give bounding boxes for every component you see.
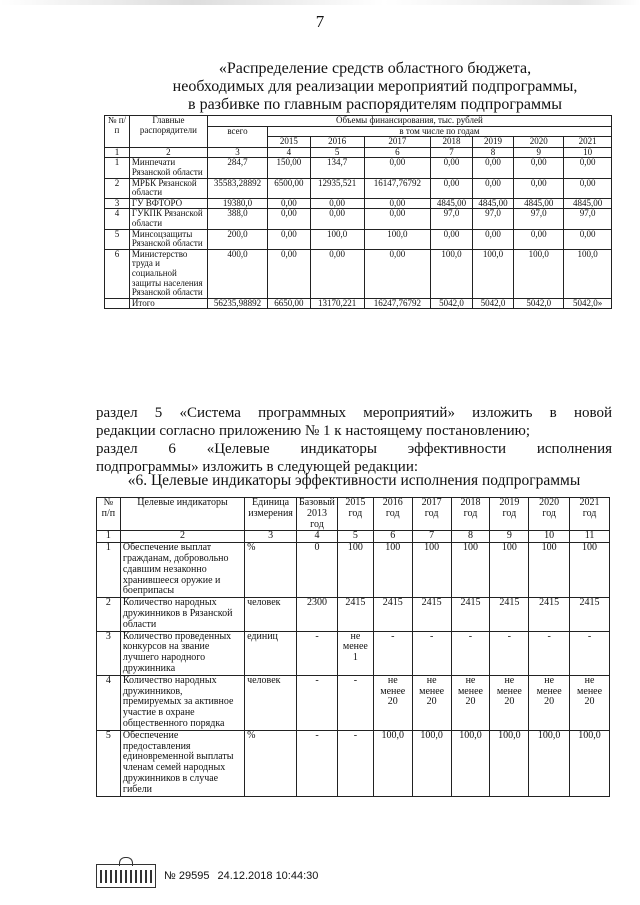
row-number: 6 bbox=[105, 249, 130, 298]
row-number: 4 bbox=[97, 675, 121, 730]
year-total-value: 5042,0 bbox=[431, 298, 473, 309]
year-total-value: 5042,0 bbox=[514, 298, 564, 309]
year-value: 100 bbox=[337, 543, 373, 598]
col-number: 2 bbox=[129, 147, 207, 158]
header-indicators: Целевые индикаторы bbox=[120, 498, 244, 531]
table-row bbox=[97, 675, 610, 730]
col-number: 1 bbox=[105, 147, 130, 158]
year-value: - bbox=[490, 631, 529, 675]
year-value: 100 bbox=[412, 543, 451, 598]
year-value: 100,0 bbox=[490, 730, 529, 796]
year-value: 100,0 bbox=[514, 249, 564, 298]
header-unit: Единица измерения bbox=[245, 498, 297, 531]
year-value: 0,00 bbox=[514, 229, 564, 249]
footer-datetime: 24.12.2018 10:44:30 bbox=[217, 870, 319, 882]
budget-distribution-table bbox=[104, 115, 612, 309]
year-value: 0,00 bbox=[364, 249, 430, 298]
column-number-row bbox=[97, 531, 610, 543]
year-value: 0,00 bbox=[268, 229, 311, 249]
manager-name: ГУ ВФТОРО bbox=[129, 198, 207, 209]
total-value: 400,0 bbox=[207, 249, 267, 298]
year-value: 0,00 bbox=[268, 209, 311, 229]
total-value: 56235,98892 bbox=[207, 298, 267, 309]
year-value: 0,00 bbox=[310, 198, 364, 209]
year-value: 100,0 bbox=[472, 249, 514, 298]
col-number: 7 bbox=[431, 147, 473, 158]
year-value: 2415 bbox=[451, 598, 490, 631]
table-row bbox=[97, 631, 610, 675]
table-row bbox=[97, 598, 610, 631]
base-value: 2300 bbox=[297, 598, 338, 631]
year-value: 0,00 bbox=[268, 198, 311, 209]
year-value: 0,00 bbox=[431, 158, 473, 178]
header-year: 2016 год bbox=[373, 498, 412, 531]
year-value: 0,00 bbox=[431, 178, 473, 198]
row-number: 2 bbox=[97, 598, 121, 631]
year-value: 6500,00 bbox=[268, 178, 311, 198]
header-year: 2018 год bbox=[451, 498, 490, 531]
year-value: 0,00 bbox=[472, 158, 514, 178]
header-year: 2015 год bbox=[337, 498, 373, 531]
table-row bbox=[105, 158, 612, 178]
year-value: 2415 bbox=[570, 598, 610, 631]
year-value: 150,00 bbox=[268, 158, 311, 178]
header-base: Базовый 2013 год bbox=[297, 498, 338, 531]
unit-value: человек bbox=[245, 675, 297, 730]
year-value: 100 bbox=[373, 543, 412, 598]
title-line-1: «Распределение средств областного бюджета, bbox=[218, 60, 532, 77]
year-value: 0,00 bbox=[364, 198, 430, 209]
col-number: 8 bbox=[472, 147, 514, 158]
year-value: 100,0 bbox=[412, 730, 451, 796]
year-value: 97,0 bbox=[431, 209, 473, 229]
col-number: 10 bbox=[564, 147, 612, 158]
header-year: 2021 bbox=[564, 137, 612, 148]
indicator-name: Количество проведенных конкурсов на звание лучшего народного дружинника bbox=[120, 631, 244, 675]
year-value: 0,00 bbox=[310, 209, 364, 229]
year-value: 2415 bbox=[337, 598, 373, 631]
row-number: 5 bbox=[105, 229, 130, 249]
table-row bbox=[105, 249, 612, 298]
year-value: 0,00 bbox=[514, 178, 564, 198]
col-number: 3 bbox=[245, 531, 297, 543]
row-number: 2 bbox=[105, 178, 130, 198]
year-total-value: 6650,00 bbox=[268, 298, 311, 309]
page-number: 7 bbox=[315, 12, 325, 31]
unit-value: % bbox=[245, 730, 297, 796]
target-indicators-table bbox=[96, 497, 610, 797]
year-value: - bbox=[373, 631, 412, 675]
header-volumes: Объемы финансирования, тыс. рублей bbox=[207, 116, 611, 127]
total-value: 35583,28892 bbox=[207, 178, 267, 198]
year-value: 100,0 bbox=[431, 249, 473, 298]
header-year: 2019 bbox=[472, 137, 514, 148]
col-number: 2 bbox=[120, 531, 244, 543]
year-total-value: 16247,76792 bbox=[364, 298, 430, 309]
indicator-name: Обеспечение предоставления единовременной выплаты членам семей народных дружинников в случае гибели bbox=[120, 730, 244, 796]
col-number: 11 bbox=[570, 531, 610, 543]
section-title bbox=[110, 60, 640, 114]
base-value: - bbox=[297, 631, 338, 675]
year-value: 12935,521 bbox=[310, 178, 364, 198]
year-value: - bbox=[529, 631, 570, 675]
col-number: 3 bbox=[207, 147, 267, 158]
year-value: 0,00 bbox=[364, 209, 430, 229]
year-value: 97,0 bbox=[514, 209, 564, 229]
col-number: 10 bbox=[529, 531, 570, 543]
total-value: 19380,0 bbox=[207, 198, 267, 209]
year-value: 100,0 bbox=[310, 229, 364, 249]
total-value: 200,0 bbox=[207, 229, 267, 249]
header-year: 2018 bbox=[431, 137, 473, 148]
header-managers: Главные распорядители bbox=[129, 116, 207, 148]
table-row bbox=[97, 543, 610, 598]
total-label: Итого bbox=[129, 298, 207, 309]
year-total-value: 13170,221 bbox=[310, 298, 364, 309]
base-value: 0 bbox=[297, 543, 338, 598]
header-year: 2019 год bbox=[490, 498, 529, 531]
row-number: 1 bbox=[105, 158, 130, 178]
unit-value: единиц bbox=[245, 631, 297, 675]
manager-name: МРБК Рязанской области bbox=[129, 178, 207, 198]
year-value: не менее 20 bbox=[529, 675, 570, 730]
col-number: 9 bbox=[514, 147, 564, 158]
row-number: 1 bbox=[97, 543, 121, 598]
year-value: 0,00 bbox=[564, 229, 612, 249]
header-year: 2017 bbox=[364, 137, 430, 148]
year-value: 100,0 bbox=[364, 229, 430, 249]
base-value: - bbox=[297, 730, 338, 796]
year-value: не менее 20 bbox=[490, 675, 529, 730]
manager-name: Минпечати Рязанской области bbox=[129, 158, 207, 178]
table-row bbox=[105, 209, 612, 229]
document-footer bbox=[96, 866, 318, 886]
title-line-2: необходимых для реализации мероприятий подпрограммы, bbox=[172, 78, 578, 95]
col-number: 5 bbox=[337, 531, 373, 543]
year-total-value: 5042,0» bbox=[564, 298, 612, 309]
year-value: 100,0 bbox=[529, 730, 570, 796]
year-value: 100 bbox=[490, 543, 529, 598]
col-number: 5 bbox=[310, 147, 364, 158]
total-value: 388,0 bbox=[207, 209, 267, 229]
year-value: - bbox=[337, 730, 373, 796]
year-value: не менее 20 bbox=[451, 675, 490, 730]
year-value: 100,0 bbox=[373, 730, 412, 796]
col-number: 1 bbox=[97, 531, 121, 543]
col-number: 8 bbox=[451, 531, 490, 543]
year-value: 2415 bbox=[529, 598, 570, 631]
header-no: № п/п bbox=[105, 116, 130, 148]
col-number: 4 bbox=[297, 531, 338, 543]
scan-artifact-top bbox=[0, 0, 640, 5]
year-value: 0,00 bbox=[564, 178, 612, 198]
row-number: 3 bbox=[97, 631, 121, 675]
year-value: 134,7 bbox=[310, 158, 364, 178]
year-value: 100,0 bbox=[570, 730, 610, 796]
row-number: 4 bbox=[105, 209, 130, 229]
row-number: 3 bbox=[105, 198, 130, 209]
year-value: 4845,00 bbox=[472, 198, 514, 209]
indicator-name: Обеспечение выплат гражданам, добровольно сдавшим незаконно хранившееся оружие и боеприпасы bbox=[120, 543, 244, 598]
year-value: 2415 bbox=[490, 598, 529, 631]
year-value: 100 bbox=[451, 543, 490, 598]
year-value: 0,00 bbox=[268, 249, 311, 298]
year-total-value: 5042,0 bbox=[472, 298, 514, 309]
manager-name: ГУКПК Рязанской области bbox=[129, 209, 207, 229]
header-no: № п/п bbox=[97, 498, 121, 531]
manager-name: Министерство труда и социальной защиты населения Рязанской области bbox=[129, 249, 207, 298]
manager-name: Минсоцзащиты Рязанской области bbox=[129, 229, 207, 249]
header-year: 2015 bbox=[268, 137, 311, 148]
year-value: 4845,00 bbox=[431, 198, 473, 209]
year-value: 0,00 bbox=[431, 229, 473, 249]
col-number: 6 bbox=[364, 147, 430, 158]
year-value: - bbox=[337, 675, 373, 730]
year-value: 16147,76792 bbox=[364, 178, 430, 198]
row-number: 5 bbox=[97, 730, 121, 796]
column-number-row bbox=[105, 147, 612, 158]
year-value: 4845,00 bbox=[564, 198, 612, 209]
year-value: не менее 20 bbox=[373, 675, 412, 730]
col-number: 6 bbox=[373, 531, 412, 543]
year-value: 0,00 bbox=[472, 229, 514, 249]
year-value: - bbox=[412, 631, 451, 675]
year-value: 97,0 bbox=[472, 209, 514, 229]
total-row bbox=[105, 298, 612, 309]
year-value: 0,00 bbox=[564, 158, 612, 178]
header-by-years: в том числе по годам bbox=[268, 126, 612, 137]
paragraph-section5-cont: редакции согласно приложению № 1 к настоящему постановлению; bbox=[96, 423, 531, 439]
base-value: - bbox=[297, 675, 338, 730]
year-value: - bbox=[451, 631, 490, 675]
year-value: 2415 bbox=[412, 598, 451, 631]
year-value: - bbox=[570, 631, 610, 675]
year-value: 100 bbox=[529, 543, 570, 598]
table-row bbox=[97, 730, 610, 796]
year-value: 97,0 bbox=[564, 209, 612, 229]
indicator-name: Количество народных дружинников, премируемых за активное участие в охране общественного порядка bbox=[120, 675, 244, 730]
year-value: 4845,00 bbox=[514, 198, 564, 209]
header-total: всего bbox=[207, 126, 267, 147]
year-value: 0,00 bbox=[514, 158, 564, 178]
year-value: 100,0 bbox=[564, 249, 612, 298]
table-row bbox=[105, 229, 612, 249]
header-year: 2020 bbox=[514, 137, 564, 148]
year-value: 100 bbox=[570, 543, 610, 598]
paragraph-section5: раздел 5 «Система программных мероприятий» изложить в новой bbox=[96, 405, 612, 421]
year-value: 0,00 bbox=[310, 249, 364, 298]
title-line-3: в разбивке по главным распорядителям подпрограммы bbox=[188, 96, 562, 113]
table-row bbox=[105, 198, 612, 209]
header-year: 2016 bbox=[310, 137, 364, 148]
empty-cell bbox=[105, 298, 130, 309]
year-value: не менее 20 bbox=[570, 675, 610, 730]
table-row bbox=[105, 178, 612, 198]
paragraph-section6: раздел 6 «Целевые индикаторы эффективности исполнения bbox=[96, 441, 612, 457]
unit-value: человек bbox=[245, 598, 297, 631]
indicators-title: «6. Целевые индикаторы эффективности исполнения подпрограммы bbox=[127, 472, 581, 489]
year-value: 2415 bbox=[373, 598, 412, 631]
header-year: 2020 год bbox=[529, 498, 570, 531]
year-value: не менее 1 bbox=[337, 631, 373, 675]
year-value: 0,00 bbox=[472, 178, 514, 198]
col-number: 7 bbox=[412, 531, 451, 543]
indicator-name: Количество народных дружинников в Рязанской области bbox=[120, 598, 244, 631]
header-year: 2017 год bbox=[412, 498, 451, 531]
year-value: не менее 20 bbox=[412, 675, 451, 730]
year-value: 0,00 bbox=[364, 158, 430, 178]
col-number: 4 bbox=[268, 147, 311, 158]
paragraph-section6-cont: подпрограммы» изложить в следующей редакции: bbox=[96, 459, 419, 475]
unit-value: % bbox=[245, 543, 297, 598]
col-number: 9 bbox=[490, 531, 529, 543]
footer-doc-number: № 29595 bbox=[164, 870, 210, 882]
year-value: 100,0 bbox=[451, 730, 490, 796]
barcode-stamp-icon bbox=[96, 864, 156, 888]
total-value: 284,7 bbox=[207, 158, 267, 178]
header-year: 2021 год bbox=[570, 498, 610, 531]
